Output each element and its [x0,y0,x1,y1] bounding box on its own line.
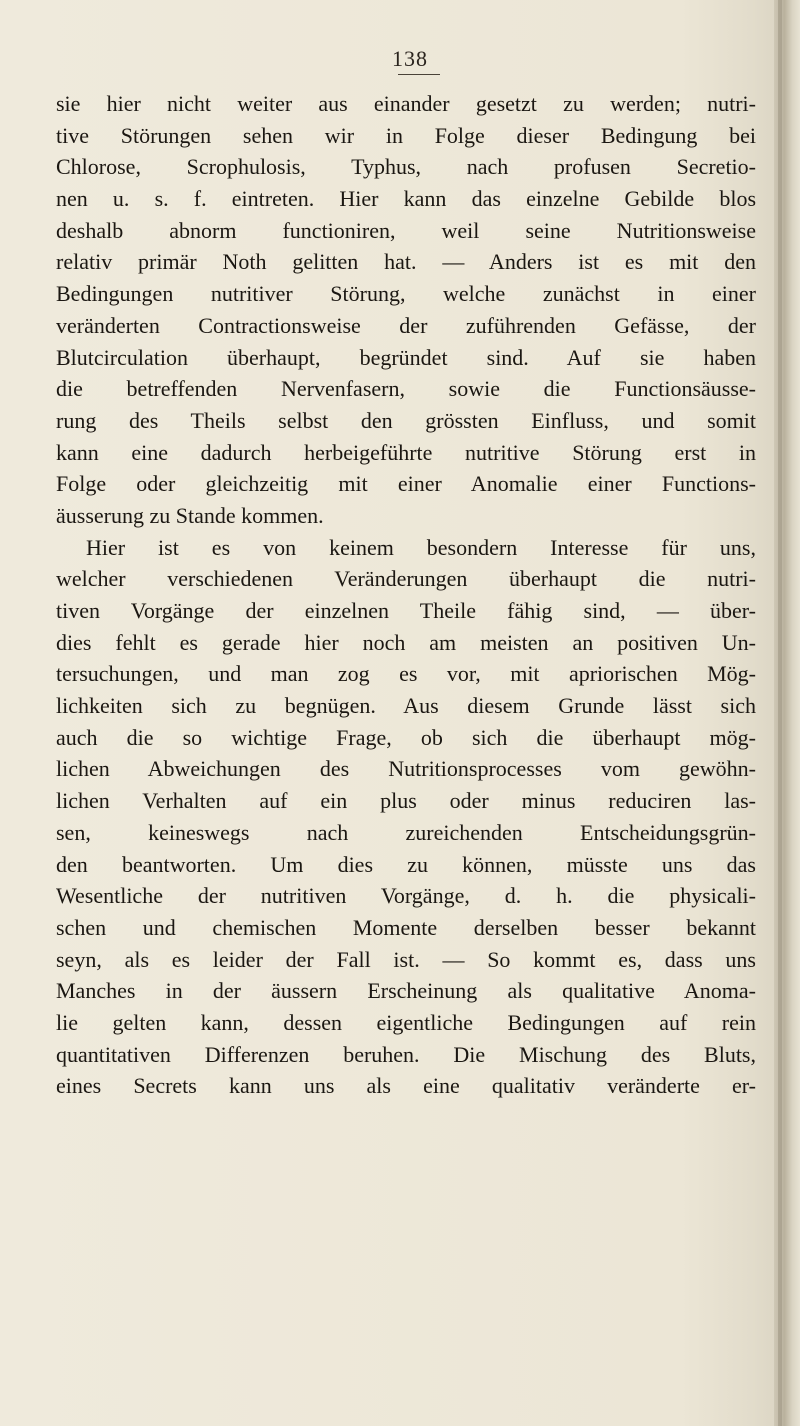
text-line: Bedingungen nutritiver Störung, welche zunächst in einer [56,281,756,307]
text-line: relativ primär Noth gelitten hat. — Anders ist es mit den [56,249,756,275]
page-number-rule [398,74,440,75]
text-line: sen, keineswegs nach zureichenden Entscheidungsgrün- [56,819,756,845]
text-line: die betreffenden Nervenfasern, sowie die Functionsäusse- [56,376,756,402]
text-line: lie gelten kann, dessen eigentliche Bedingungen auf rein [56,1009,756,1035]
text-line: quantitativen Differenzen beruhen. Die Mischung des Bluts, [56,1041,756,1067]
text-line: veränderten Contractionsweise der zuführenden Gefässe, der [56,312,756,338]
text-line: rung des Theils selbst den grössten Einfluss, und somit [56,407,756,433]
text-line: äusserung zu Stande kommen. [56,502,324,528]
text-line: Hier ist es von keinem besondern Interesse für uns, [86,534,756,560]
text-line: lichkeiten sich zu begnügen. Aus diesem Grunde lässt sich [56,693,756,719]
text-line: Folge oder gleichzeitig mit einer Anomalie einer Functions- [56,471,756,497]
text-line: welcher verschiedenen Veränderungen überhaupt die nutri- [56,566,756,592]
text-line: nen u. s. f. eintreten. Hier kann das einzelne Gebilde blos [56,186,756,212]
text-line: Chlorose, Scrophulosis, Typhus, nach profusen Secretio- [56,154,756,180]
text-line: lichen Abweichungen des Nutritionsprocesses vom gewöhn- [56,756,756,782]
text-line: dies fehlt es gerade hier noch am meisten an positiven Un- [56,629,756,655]
text-line: Wesentliche der nutritiven Vorgänge, d. h. die physicali- [56,883,756,909]
page-number: 138 [392,46,428,71]
text-line: tersuchungen, und man zog es vor, mit apriorischen Mög- [56,661,756,687]
text-line: kann eine dadurch herbeigeführte nutritive Störung erst in [56,439,756,465]
text-line: den beantworten. Um dies zu können, müsste uns das [56,851,756,877]
text-line: lichen Verhalten auf ein plus oder minus reduciren las- [56,788,756,814]
text-line: tiven Vorgänge der einzelnen Theile fähig sind, — über- [56,598,756,623]
text-line: eines Secrets kann uns als eine qualitativ veränderte er- [56,1073,756,1099]
text-line: Blutcirculation überhaupt, begründet sind. Auf sie haben [56,344,756,370]
text-line: auch die so wichtige Frage, ob sich die überhaupt mög- [56,724,756,750]
text-line: schen und chemischen Momente derselben besser bekannt [56,914,756,940]
body-text [56,88,756,1102]
text-line: deshalb abnorm functioniren, weil seine Nutritionsweise [56,217,756,243]
text-line: seyn, als es leider der Fall ist. — So kommt es, dass uns [56,946,756,972]
text-line: tive Störungen sehen wir in Folge dieser Bedingung bei [56,122,756,148]
gutter-shadow [778,0,782,1426]
text-line: Manches in der äussern Erscheinung als qualitative Anoma- [56,978,756,1004]
text-line: sie hier nicht weiter aus einander gesetzt zu werden; nutri- [56,91,756,116]
